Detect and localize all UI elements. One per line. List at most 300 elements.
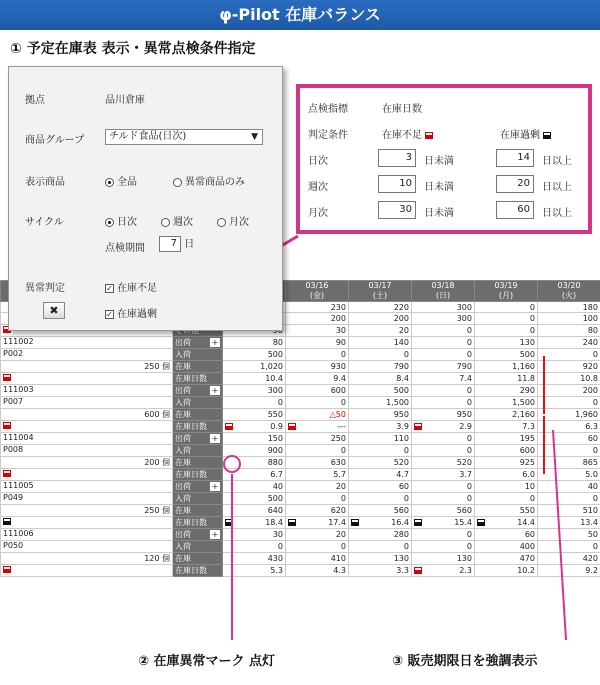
cell-value: 520 <box>456 458 472 467</box>
cell-value: 500 <box>519 350 535 359</box>
excess-header <box>500 126 551 141</box>
row-label: 出荷 + <box>173 385 223 397</box>
monthly-low-input[interactable]: 30 <box>378 201 416 219</box>
cell-value: 6.0 <box>522 470 535 479</box>
table-cell <box>475 361 538 373</box>
shortage-mark-icon <box>3 422 11 429</box>
cell-value: 0 <box>340 350 346 359</box>
cell-value: 4.7 <box>396 470 409 479</box>
table-cell <box>475 529 538 541</box>
location-value: 品川倉庫 <box>105 95 145 106</box>
table-cell <box>538 397 600 409</box>
cell-value: 500 <box>267 350 283 359</box>
table-cell <box>538 373 600 385</box>
cell-value: 550 <box>267 410 283 419</box>
cell-value: 2,160 <box>512 410 535 419</box>
shortage-mark-icon <box>288 423 296 430</box>
table-cell <box>412 361 475 373</box>
excess-mark-icon <box>477 519 485 526</box>
table-cell <box>349 349 412 361</box>
table-cell <box>286 361 349 373</box>
cell-value: 195 <box>519 434 535 443</box>
table-cell <box>538 385 600 397</box>
cell-value: 1,500 <box>512 398 535 407</box>
table-cell <box>412 565 475 577</box>
table-cell <box>223 505 286 517</box>
location-label: 拠点 <box>25 95 45 106</box>
table-cell <box>223 373 286 385</box>
cell-value: 0 <box>277 542 283 551</box>
table-cell <box>475 337 538 349</box>
cell-value: 0 <box>340 446 346 455</box>
cell-value: 130 <box>456 554 472 563</box>
table-cell: 80 <box>538 325 600 337</box>
cell-value: 925 <box>519 458 535 467</box>
table-cell <box>538 481 600 493</box>
table-cell <box>223 349 286 361</box>
radio-icon[interactable] <box>161 218 170 227</box>
product-qty: 200 個 <box>144 458 170 467</box>
product-cell <box>1 517 173 529</box>
cell-value: 0 <box>466 338 472 347</box>
cell-value: 790 <box>456 362 472 371</box>
table-cell <box>538 337 600 349</box>
cell-value: 470 <box>519 554 535 563</box>
cell-value: 3.9 <box>396 422 409 431</box>
cell-value: 640 <box>267 506 283 515</box>
wrench-screwdriver-icon[interactable]: ✖ <box>43 302 65 319</box>
cell-value: 900 <box>267 446 283 455</box>
date-header: 03/17 (土) <box>349 281 412 302</box>
daily-low-input[interactable]: 3 <box>378 149 416 167</box>
shortage-mark-icon <box>3 566 11 573</box>
table-row <box>1 565 600 577</box>
cell-value: 1,500 <box>386 398 409 407</box>
cell-value: 300 <box>267 386 283 395</box>
table-cell <box>475 469 538 481</box>
table-cell <box>475 505 538 517</box>
table-cell <box>412 409 475 421</box>
cell-value: 80 <box>272 338 283 347</box>
table-cell <box>286 409 349 421</box>
cell-value: 290 <box>519 386 535 395</box>
weekly-high-input[interactable]: 20 <box>496 175 534 193</box>
table-row <box>1 529 600 541</box>
cycle-label: サイクル <box>25 217 64 228</box>
table-cell <box>412 505 475 517</box>
table-cell: 0 <box>475 313 538 325</box>
product-qty: 250 個 <box>144 506 170 515</box>
callout-3-label: ③ 販売期限日を強調表示 <box>392 654 538 669</box>
cell-value: 0 <box>340 398 346 407</box>
table-cell <box>412 385 475 397</box>
cell-value: 250 <box>330 434 346 443</box>
table-cell <box>223 433 286 445</box>
table-cell <box>538 565 600 577</box>
product-cell <box>1 337 173 349</box>
cell-value: 140 <box>393 338 409 347</box>
product-name: P002 <box>3 349 24 358</box>
shortage-mark-icon <box>3 374 11 381</box>
cell-value: 500 <box>393 386 409 395</box>
radio-icon[interactable] <box>217 218 226 227</box>
inspection-period-input[interactable]: 7 <box>159 236 181 252</box>
table-row <box>1 409 600 421</box>
row-label: 入荷 <box>173 397 223 409</box>
section-1-heading: ① 予定在庫表 表示・異常点検条件指定 <box>10 41 256 57</box>
excess-header-text: 在庫過剰 <box>500 130 540 141</box>
product-code: 111003 <box>3 385 34 394</box>
cell-value: 0 <box>466 482 472 491</box>
cell-value: 13.4 <box>580 518 598 527</box>
expand-plus-icon[interactable]: + <box>211 482 219 491</box>
cell-value: 560 <box>393 506 409 515</box>
cell-value: 200 <box>582 386 598 395</box>
cell-value: 620 <box>330 506 346 515</box>
cell-value: 9.2 <box>585 566 598 575</box>
cell-value: 0 <box>466 386 472 395</box>
weekly-low-input[interactable]: 10 <box>378 175 416 193</box>
row-label: 在庫 <box>173 409 223 421</box>
checkbox-checked-icon[interactable]: ✓ <box>106 283 113 293</box>
chevron-down-icon: ▼ <box>251 132 258 142</box>
table-cell <box>349 493 412 505</box>
table-cell <box>286 385 349 397</box>
cell-value: 1,960 <box>575 410 598 419</box>
cell-value: 18.4 <box>265 518 283 527</box>
cell-value: 2.3 <box>459 566 472 575</box>
table-cell <box>538 505 600 517</box>
table-cell <box>349 565 412 577</box>
table-cell <box>475 373 538 385</box>
daily-high-input[interactable]: 14 <box>496 149 534 167</box>
table-cell <box>223 409 286 421</box>
display-all-label: 全品 <box>117 177 137 188</box>
weekly-high-unit: 日以上 <box>542 182 572 193</box>
row-label: 在庫 <box>173 553 223 565</box>
table-cell <box>286 517 349 529</box>
table-cell: 180 <box>538 302 600 313</box>
expand-plus-icon[interactable]: + <box>211 338 219 347</box>
table-cell <box>286 481 349 493</box>
radio-icon[interactable] <box>173 178 182 187</box>
cell-value: 15.4 <box>454 518 472 527</box>
cell-value: 7.4 <box>459 374 472 383</box>
product-cell <box>1 553 173 565</box>
expiry-highlight-line <box>543 356 545 414</box>
cell-value: 600 <box>330 386 346 395</box>
table-cell: 100 <box>538 313 600 325</box>
table-cell <box>412 349 475 361</box>
table-cell <box>349 397 412 409</box>
table-cell <box>412 433 475 445</box>
table-cell <box>286 529 349 541</box>
table-cell <box>412 493 475 505</box>
date-header: 03/20 (火) <box>538 281 600 302</box>
cell-value: 500 <box>267 494 283 503</box>
product-name: P049 <box>3 493 24 502</box>
table-cell <box>475 385 538 397</box>
weekly-low-unit: 日未満 <box>424 182 454 193</box>
cell-value: 10.2 <box>517 566 535 575</box>
cell-value: 420 <box>582 554 598 563</box>
shortage-header-text: 在庫不足 <box>382 130 422 141</box>
product-cell <box>1 349 173 361</box>
product-name: P007 <box>3 397 24 406</box>
abnormal-judge-label: 異常判定 <box>25 283 65 294</box>
cycle-monthly-label: 月次 <box>229 217 249 228</box>
excess-check-label: 在庫過剰 <box>117 309 157 320</box>
cell-value: 110 <box>393 434 409 443</box>
table-cell <box>286 433 349 445</box>
table-cell <box>349 469 412 481</box>
checkbox-checked-icon[interactable]: ✓ <box>106 309 113 319</box>
cell-value: 0 <box>403 542 409 551</box>
table-cell <box>412 529 475 541</box>
table-cell <box>223 397 286 409</box>
table-cell <box>538 457 600 469</box>
table-row <box>1 517 600 529</box>
table-cell <box>538 409 600 421</box>
cycle-daily-option[interactable] <box>105 213 137 228</box>
cell-value: 865 <box>582 458 598 467</box>
product-cell <box>1 361 173 373</box>
cell-value: 130 <box>393 554 409 563</box>
table-cell: 300 <box>412 302 475 313</box>
date-header: 03/16 (金) <box>286 281 349 302</box>
cell-value: 400 <box>519 542 535 551</box>
cell-value: 60 <box>398 482 409 491</box>
cell-value: 0 <box>403 350 409 359</box>
table-cell <box>286 541 349 553</box>
table-cell <box>223 385 286 397</box>
table-cell <box>475 397 538 409</box>
row-daily-label: 日次 <box>308 156 328 167</box>
table-cell: 300 <box>412 313 475 325</box>
cell-value: 550 <box>519 506 535 515</box>
table-cell <box>475 421 538 433</box>
table-cell <box>349 433 412 445</box>
cell-value: 790 <box>393 362 409 371</box>
cell-value: 0 <box>340 494 346 503</box>
table-row <box>1 457 600 469</box>
cell-value: 0 <box>277 398 283 407</box>
row-monthly-label: 月次 <box>308 208 328 219</box>
cell-value: 0 <box>466 398 472 407</box>
expand-plus-icon[interactable]: + <box>211 386 219 395</box>
cell-value: 11.8 <box>517 374 535 383</box>
table-cell: 220 <box>349 302 412 313</box>
app-title-bar <box>0 0 600 30</box>
product-cell <box>1 469 173 481</box>
cell-value: 14.4 <box>517 518 535 527</box>
cell-value: 2.9 <box>459 422 472 431</box>
table-cell: 0 <box>412 325 475 337</box>
shortage-mark-icon <box>414 423 422 430</box>
product-cell <box>1 505 173 517</box>
product-cell <box>1 529 173 541</box>
cell-value: 0 <box>466 446 472 455</box>
display-abnormal-option[interactable] <box>173 173 245 188</box>
table-cell <box>538 469 600 481</box>
table-cell <box>538 553 600 565</box>
product-code: 111006 <box>3 529 34 538</box>
shortage-mark-icon <box>225 423 233 430</box>
table-cell <box>349 361 412 373</box>
cell-value: 17.4 <box>328 518 346 527</box>
shortage-header <box>382 126 433 141</box>
product-qty: 250 個 <box>144 362 170 371</box>
table-cell <box>349 553 412 565</box>
table-cell <box>286 505 349 517</box>
display-all-option[interactable] <box>105 173 137 188</box>
cycle-monthly-option[interactable] <box>217 213 249 228</box>
table-cell <box>286 349 349 361</box>
shortage-checkbox-option[interactable] <box>105 279 157 294</box>
table-cell <box>538 541 600 553</box>
row-label: 入荷 <box>173 445 223 457</box>
table-cell: 20 <box>349 325 412 337</box>
row-label: 出荷 + <box>173 433 223 445</box>
product-cell <box>1 457 173 469</box>
cell-value: 0 <box>592 542 598 551</box>
table-cell <box>412 469 475 481</box>
shortage-mark-icon <box>425 132 433 139</box>
table-cell: 30 <box>286 325 349 337</box>
table-cell <box>412 445 475 457</box>
table-cell: 0 <box>475 325 538 337</box>
table-row <box>1 481 600 493</box>
table-row <box>1 445 600 457</box>
row-label: 出荷 + <box>173 529 223 541</box>
radio-selected-icon[interactable] <box>105 218 114 227</box>
product-cell <box>1 445 173 457</box>
table-cell <box>475 481 538 493</box>
date-header: 03/18 (日) <box>412 281 475 302</box>
table-cell <box>538 349 600 361</box>
table-row <box>1 433 600 445</box>
table-cell <box>223 529 286 541</box>
row-label: 出荷 + <box>173 337 223 349</box>
table-cell <box>538 433 600 445</box>
cell-value: 60 <box>587 434 598 443</box>
monthly-high-input[interactable]: 60 <box>496 201 534 219</box>
shortage-check-label: 在庫不足 <box>117 283 157 294</box>
row-label: 在庫 <box>173 505 223 517</box>
row-label: 在庫日数 <box>173 469 223 481</box>
display-abnormal-label: 異常商品のみ <box>185 177 245 188</box>
row-label: 在庫 <box>173 457 223 469</box>
product-cell <box>1 421 173 433</box>
product-name: P008 <box>3 445 24 454</box>
cell-value: 0 <box>466 542 472 551</box>
daily-high-unit: 日以上 <box>542 156 572 167</box>
cell-value: 90 <box>335 338 346 347</box>
cell-value: 630 <box>330 458 346 467</box>
cell-value: 1,160 <box>512 362 535 371</box>
cell-value: 0 <box>403 446 409 455</box>
table-cell <box>475 457 538 469</box>
row-label: 在庫 <box>173 361 223 373</box>
table-cell <box>475 349 538 361</box>
product-code: 111002 <box>3 337 34 346</box>
table-cell <box>475 493 538 505</box>
expand-plus-icon[interactable]: + <box>211 530 219 539</box>
table-cell <box>412 421 475 433</box>
table-cell <box>412 457 475 469</box>
table-cell <box>538 493 600 505</box>
product-code: 111004 <box>3 433 34 442</box>
excess-mark-icon <box>543 132 551 139</box>
cell-value: 150 <box>267 434 283 443</box>
table-cell <box>412 337 475 349</box>
row-label: 出荷 + <box>173 481 223 493</box>
table-cell <box>286 445 349 457</box>
table-cell <box>223 517 286 529</box>
product-cell <box>1 397 173 409</box>
product-qty: 120 個 <box>144 554 170 563</box>
date-header: 03/19 (月) <box>475 281 538 302</box>
cell-value: 5.7 <box>333 470 346 479</box>
table-cell <box>475 517 538 529</box>
product-cell <box>1 433 173 445</box>
table-cell <box>538 517 600 529</box>
excess-mark-icon <box>351 519 359 526</box>
table-cell <box>412 373 475 385</box>
radio-selected-icon[interactable] <box>105 178 114 187</box>
table-cell <box>412 481 475 493</box>
expand-plus-icon[interactable]: + <box>211 434 219 443</box>
product-code: 111005 <box>3 481 34 490</box>
cell-value: 20 <box>335 530 346 539</box>
table-cell <box>286 553 349 565</box>
table-cell <box>223 337 286 349</box>
table-cell <box>349 505 412 517</box>
cell-value: 40 <box>272 482 283 491</box>
cell-value: 560 <box>456 506 472 515</box>
table-cell <box>286 337 349 349</box>
table-cell <box>349 421 412 433</box>
table-row <box>1 469 600 481</box>
shortage-mark-icon <box>3 470 11 477</box>
cell-value: 6.7 <box>270 470 283 479</box>
callout-2-label: ② 在庫異常マーク 点灯 <box>138 654 276 669</box>
cell-value: 9.4 <box>333 374 346 383</box>
excess-checkbox-option[interactable] <box>105 305 157 320</box>
cell-value: 0 <box>403 494 409 503</box>
product-qty: 600 個 <box>144 410 170 419</box>
table-row <box>1 421 600 433</box>
row-label: 在庫日数 <box>173 373 223 385</box>
table-cell <box>538 445 600 457</box>
excess-mark-icon <box>3 518 11 525</box>
period-unit: 日 <box>184 239 195 250</box>
expiry-highlight-line <box>543 416 545 474</box>
product-group-select[interactable] <box>105 129 263 145</box>
cycle-weekly-option[interactable] <box>161 213 193 228</box>
cell-value: 920 <box>582 362 598 371</box>
indicator-value: 在庫日数 <box>382 104 422 115</box>
cell-value: 8.4 <box>396 374 409 383</box>
table-cell <box>349 457 412 469</box>
row-label: 入荷 <box>173 349 223 361</box>
cell-value: 10 <box>524 482 535 491</box>
cell-value: 0.9 <box>270 422 283 431</box>
cell-value: 880 <box>267 458 283 467</box>
table-cell: 200 <box>286 313 349 325</box>
product-cell <box>1 565 173 577</box>
table-cell: 0 <box>475 302 538 313</box>
